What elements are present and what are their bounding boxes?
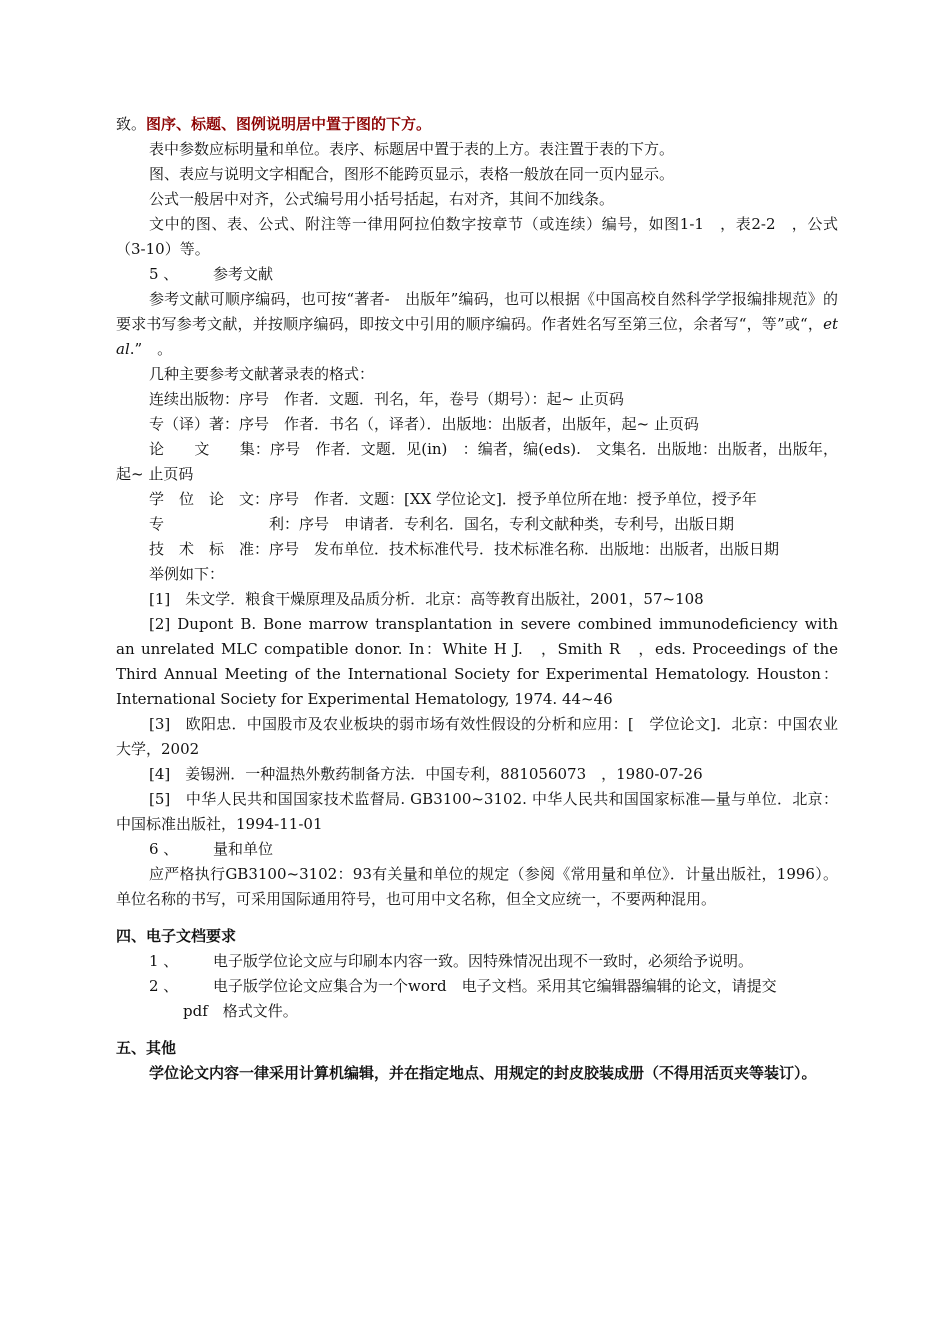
table-rule: 表中参数应标明量和单位。表序、标题居中置于表的上方。表注置于表的下方。 [149, 140, 675, 158]
example-reference-4: [4] 姜锡洲．一种温热外敷药制备方法．中国专利，881056073 ，1980-07-26 [149, 765, 703, 783]
references-intro [116, 287, 838, 362]
document-page [116, 112, 838, 1086]
formats-title: 几种主要参考文献著录表的格式： [149, 365, 375, 383]
electronic-item-2 [116, 974, 838, 999]
item-text: 电子版学位论文应与印刷本内容一致。因特殊情况出现不一致时，必须给予说明。 [213, 952, 754, 970]
figure-caption-rule [116, 112, 838, 137]
section-6-heading [116, 837, 838, 862]
format-label: 学 位 论 文： [149, 490, 270, 508]
example-reference-1: [1] 朱文学．粮食干燥原理及品质分析．北京：高等教育出版社，2001，57~108 [149, 590, 704, 608]
section-title: 参考文献 [213, 265, 274, 283]
example-reference-5: [5] 中华人民共和国国家技术监督局. GB3100~3102. 中华人民共和国国家标准—量与单位．北京：中国标准出版社，1994-11-01 [116, 790, 838, 833]
electronic-item-1 [116, 949, 838, 974]
item-number: 1 、 [149, 952, 179, 970]
section-5-heading [116, 262, 838, 287]
format-proceedings [116, 437, 838, 487]
format-label: 专（译）著： [149, 415, 240, 433]
format-monograph [116, 412, 838, 437]
format-text: 序号 作者．文题．见(in) ：编者，编(eds). 文集名．出版地：出版者，出版年，起~ 止页码 [116, 440, 838, 483]
format-text: 序号 发布单位．技术标准代号．技术标准名称．出版地：出版者，出版日期 [269, 540, 780, 558]
heading-other: 五、其他 [116, 1039, 177, 1057]
line-prefix: 致。 [116, 115, 147, 133]
format-label: 论 文 集： [149, 440, 270, 458]
item-number: 2 、 [149, 977, 179, 995]
figure-table-rule: 图、表应与说明文字相配合，图形不能跨页显示，表格一般放在同一页内显示。 [149, 165, 675, 183]
example-reference-2: [2] Dupont B. Bone marrow transplantation in severe combined immunodeficiency with an unrelated MLC compatible donor. In：White H J. ，Smith R ，eds. Proceedings of the Third Annual Meeting of the International Society for Experimental Hematology. Houston：International Society for Experimental Hematology, 1974. 44~46 [116, 615, 838, 708]
format-text: 序号 作者．书名（，译者）．出版地：出版者，出版年，起~ 止页码 [239, 415, 699, 433]
section-number: 5 、 [149, 265, 179, 283]
section-number: 6 、 [149, 840, 179, 858]
format-label: 技 术 标 准： [149, 540, 270, 558]
electronic-item-2-continued: pdf 格式文件。 [183, 1002, 298, 1020]
format-label: 连续出版物： [149, 390, 240, 408]
format-patent [116, 512, 838, 537]
example-reference-3: [3] 欧阳忠．中国股市及农业板块的弱市场有效性假设的分析和应用：[ 学位论文]．北京：中国农业大学，2002 [116, 715, 838, 758]
highlighted-rule: 图序、标题、图例说明居中置于图的下方。 [146, 115, 432, 133]
heading-electronic-documents: 四、电子文档要求 [116, 927, 237, 945]
format-serial [116, 387, 838, 412]
format-text: 序号 作者．文题．刊名，年，卷号（期号）：起~ 止页码 [239, 390, 624, 408]
formula-rule: 公式一般居中对齐，公式编号用小括号括起，右对齐，其间不加线条。 [149, 190, 615, 208]
references-intro-text: 参考文献可顺序编码，也可按“著者- 出版年”编码，也可以根据《中国高校自然科学学报编排规范》的要求书写参考文献，并按顺序编码，即按文中引用的顺序编码。作者姓名写至第三位，余者写“，等”或“， [116, 290, 838, 333]
format-text: 序号 作者．文题：[XX 学位论文]．授予单位所在地：授予单位，授予年 [269, 490, 757, 508]
numbering-rule: 文中的图、表、公式、附注等一律用阿拉伯数字按章节（或连续）编号，如图1-1 ，表2-2 ，公式（3-10）等。 [116, 215, 838, 258]
examples-title: 举例如下： [149, 565, 225, 583]
format-standard [116, 537, 838, 562]
section-title: 量和单位 [213, 840, 274, 858]
et-al-italic: et al [116, 315, 838, 358]
units-rule: 应严格执行GB3100~3102：93有关量和单位的规定（参阅《常用量和单位》．计量出版社，1996）。单位名称的书写，可采用国际通用符号，也可用中文名称，但全文应统一，不要两种混用。 [116, 865, 838, 908]
format-thesis [116, 487, 838, 512]
references-intro-end: .” 。 [129, 340, 173, 358]
item-text: 电子版学位论文应集合为一个word 电子文档。采用其它编辑器编辑的论文，请提交 [213, 977, 777, 995]
format-text: 序号 申请者．专利名．国名，专利文献种类，专利号，出版日期 [299, 515, 735, 533]
format-label: 专 利： [149, 515, 300, 533]
binding-rule: 学位论文内容一律采用计算机编辑，并在指定地点、用规定的封皮胶装成册（不得用活页夹等装订）。 [149, 1064, 817, 1082]
